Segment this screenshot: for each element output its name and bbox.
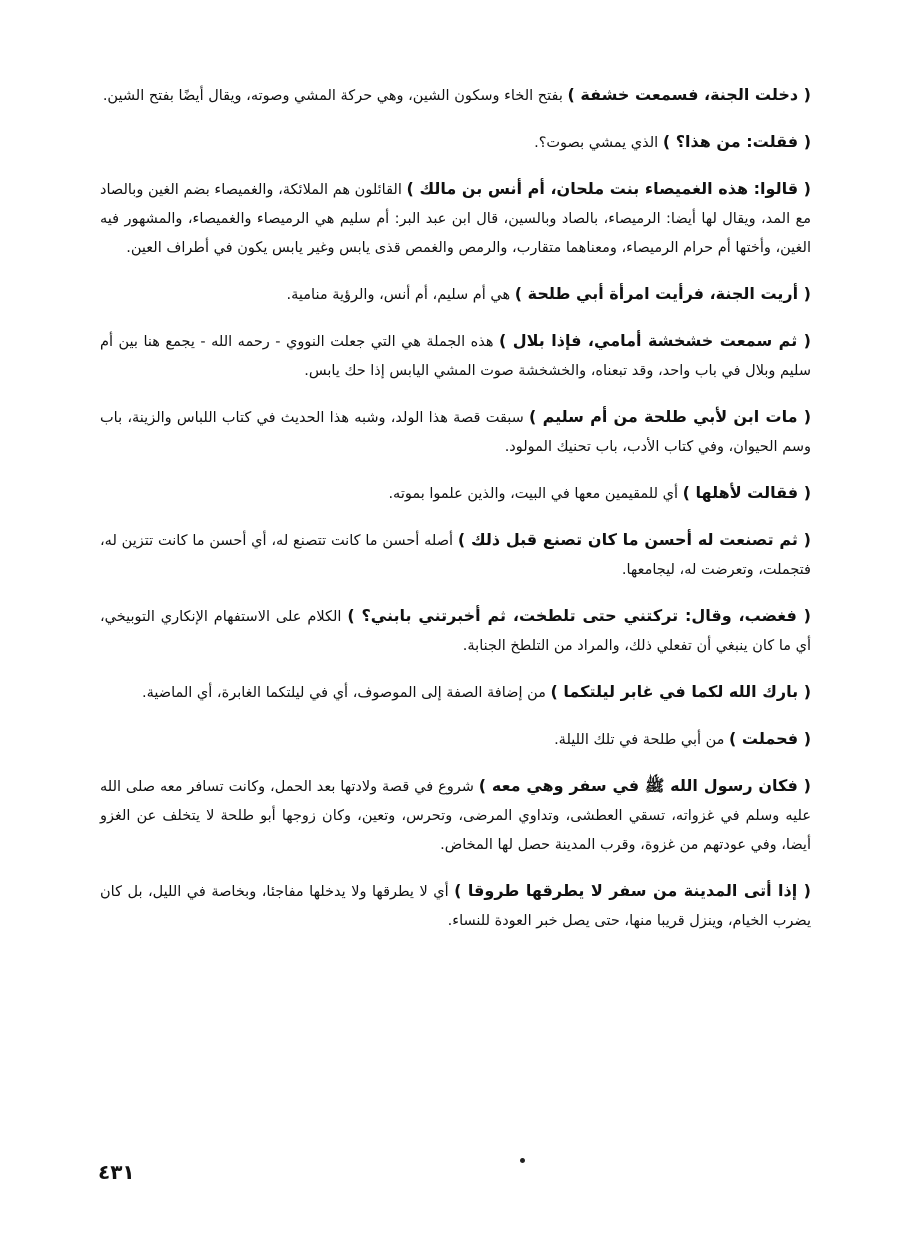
paragraph-2 — [100, 127, 811, 158]
commentary: هي أم سليم، أم أنس، والرؤية منامية. — [286, 287, 515, 303]
commentary: الكلام على الاستفهام الإنكاري التوبيخي، أي ما كان ينبغي أن تفعلي ذلك، والمراد من التلطخ الجنابة. — [100, 609, 811, 654]
commentary: من أبي طلحة في تلك الليلة. — [554, 732, 730, 748]
paragraph-9 — [100, 601, 811, 661]
hadith-phrase: ( بارك الله لكما في غابر ليلتكما ) — [550, 682, 811, 701]
paragraph-13 — [100, 876, 811, 936]
paragraph-6 — [100, 402, 811, 462]
paragraph-4 — [100, 279, 811, 310]
hadith-phrase: ( قالوا: هذه الغميصاء بنت ملحان، أم أنس بن مالك ) — [406, 179, 811, 198]
paragraph-7 — [100, 478, 811, 509]
hadith-phrase: ( مات ابن لأبي طلحة من أم سليم ) — [529, 407, 812, 426]
paragraph-10 — [100, 677, 811, 708]
hadith-phrase: ( فغضب، وقال: تركتني حتى تلطخت، ثم أخبرتني بابني؟ ) — [347, 606, 811, 625]
hadith-phrase: ( دخلت الجنة، فسمعت خشفة ) — [567, 85, 811, 104]
commentary: الذي يمشي بصوت؟. — [534, 135, 663, 151]
commentary: أي لا يطرقها ولا يدخلها مفاجئا، وبخاصة في الليل، بل كان يضرب الخيام، وينزل قريبا منها، حتى يصل خبر العودة للنساء. — [100, 884, 811, 929]
paragraph-12 — [100, 771, 811, 860]
commentary: شروع في قصة ولادتها بعد الحمل، وكانت تسافر معه صلى الله عليه وسلم في غزواته، تسقي العطشى، وتداوي المرضى، وتحرس، وتعين، وكان زوجها أبو طلحة لا يتخلف عن الغزو أيضا، وفي عودتهم من غزوة، وقرب المدينة حصل لها المخاض. — [100, 779, 811, 853]
commentary: بفتح الخاء وسكون الشين، وهي حركة المشي وصوته، ويقال أيضًا بفتح الشين. — [102, 88, 568, 104]
paragraph-1 — [100, 80, 811, 111]
page-number: ٤٣١ — [98, 1160, 135, 1184]
hadith-phrase: ( ثم سمعت خشخشة أمامي، فإذا بلال ) — [499, 331, 811, 350]
hadith-phrase: ( فقالت لأهلها ) — [682, 483, 811, 502]
footer-dot — [520, 1158, 525, 1163]
hadith-phrase: ( أريت الجنة، فرأيت امرأة أبي طلحة ) — [514, 284, 811, 303]
hadith-phrase: ( ثم تصنعت له أحسن ما كان تصنع قبل ذلك ) — [457, 530, 811, 549]
paragraph-11 — [100, 724, 811, 755]
hadith-phrase: ( إذا أتى المدينة من سفر لا يطرقها طروقا ) — [454, 881, 811, 900]
paragraph-3 — [100, 174, 811, 263]
commentary: هذه الجملة هي التي جعلت النووي - رحمه الله - يجمع هنا بين أم سليم وبلال في باب واحد، وقد تبعناه، والخشخشة صوت المشي اليابس إذا حك يابس. — [100, 334, 811, 379]
hadith-phrase: ( فقلت: من هذا؟ ) — [662, 132, 811, 151]
commentary: من إضافة الصفة إلى الموصوف، أي في ليلتكما الغابرة، أي الماضية. — [142, 685, 551, 701]
hadith-phrase: ( فكان رسول الله ﷺ في سفر وهي معه ) — [478, 776, 811, 795]
hadith-phrase: ( فحملت ) — [729, 729, 811, 748]
commentary: أي للمقيمين معها في البيت، والذين علموا بموته. — [388, 486, 683, 502]
commentary: سبقت قصة هذا الولد، وشبه هذا الحديث في كتاب اللباس والزينة، باب وسم الحيوان، وفي كتاب الأدب، باب تحنيك المولود. — [100, 410, 811, 455]
page-body — [100, 80, 811, 952]
paragraph-5 — [100, 326, 811, 386]
commentary: القائلون هم الملائكة، والغميصاء بضم الغين وبالصاد مع المد، ويقال لها أيضا: الرميصاء، بالصاد وبالسين، قال ابن عبد البر: أم سليم هي الرميصاء والغميصاء، والمشهور فيه الغين، وأختها أم حرام الرميصاء، ومعناهما متقارب، والرمص والغمص قذى يابس وغير يابس يكون في أطراف العين. — [100, 182, 811, 256]
paragraph-8 — [100, 525, 811, 585]
commentary: أصله أحسن ما كانت تتصنع له، أي أحسن ما كانت تتزين له، فتجملت، وتعرضت له، ليجامعها. — [100, 533, 811, 578]
